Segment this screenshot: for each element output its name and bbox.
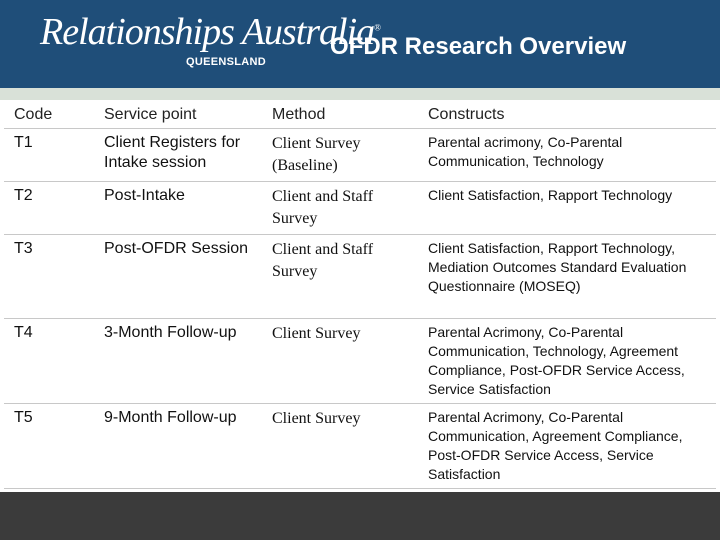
column-header-code: Code [4, 100, 94, 129]
table-header-row [4, 100, 716, 129]
table-row [4, 404, 716, 489]
cell-code: T4 [4, 319, 94, 404]
table-row [4, 319, 716, 404]
table-row [4, 129, 716, 182]
column-header-constructs: Constructs [418, 100, 716, 129]
cell-method: Client Survey (Baseline) [262, 129, 418, 182]
cell-constructs: Client Satisfaction, Rapport Technology [418, 182, 716, 235]
cell-method: Client Survey [262, 404, 418, 489]
footer-bar [0, 492, 720, 540]
cell-method: Client and Staff Survey [262, 235, 418, 319]
table-row [4, 182, 716, 235]
organization-logo [40, 10, 380, 54]
logo-subtext: QUEENSLAND [186, 56, 267, 68]
cell-method: Client and Staff Survey [262, 182, 418, 235]
cell-constructs: Parental acrimony, Co-Parental Communication, Technology [418, 129, 716, 182]
cell-code: T1 [4, 129, 94, 182]
table-row [4, 235, 716, 319]
slide-title: OFDR Research Overview [330, 33, 627, 60]
cell-service-point: 9-Month Follow-up [94, 404, 262, 489]
logo-text: Relationships Australia [40, 11, 375, 53]
cell-service-point: Post-OFDR Session [94, 235, 262, 319]
cell-method: Client Survey [262, 319, 418, 404]
cell-constructs: Parental Acrimony, Co-Parental Communication, Agreement Compliance, Post-OFDR Service Access, Service Satisfaction [418, 404, 716, 489]
column-header-method: Method [262, 100, 418, 129]
cell-service-point: Post-Intake [94, 182, 262, 235]
cell-service-point: 3-Month Follow-up [94, 319, 262, 404]
research-overview-table [4, 100, 716, 489]
cell-code: T5 [4, 404, 94, 489]
cell-code: T2 [4, 182, 94, 235]
cell-code: T3 [4, 235, 94, 319]
column-header-service-point: Service point [94, 100, 262, 129]
header-bar [0, 0, 720, 88]
cell-constructs: Parental Acrimony, Co-Parental Communication, Technology, Agreement Compliance, Post-OFDR Service Access, Service Satisfaction [418, 319, 716, 404]
cell-constructs: Client Satisfaction, Rapport Technology, Mediation Outcomes Standard Evaluation Questionnaire (MOSEQ) [418, 235, 716, 319]
header-divider-band [0, 88, 720, 100]
logo-trademark: ® [374, 22, 381, 33]
cell-service-point: Client Registers for Intake session [94, 129, 262, 182]
